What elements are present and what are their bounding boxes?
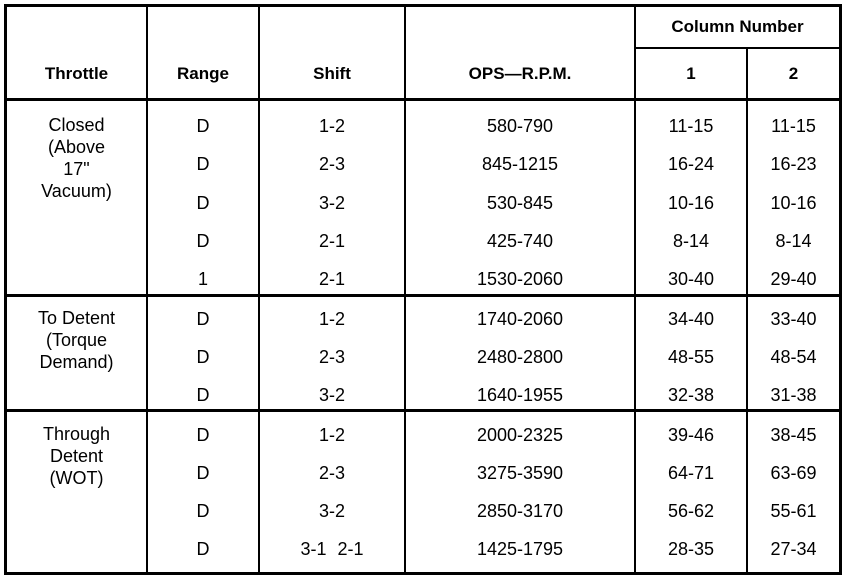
throttle-label-closed: Closed (Above 17" Vacuum) [41,115,112,201]
divider-group-3 [4,409,842,412]
shift-speed-table: Throttle Range Shift OPS—R.P.M. Column Number 1 2 Closed (Above 17" Vacuum) D 1-2 580-790 11-15 11-15 D 2-3 845-1215 16-24 16-23 D 3-2 530-845 10-16 10-16 D 2-1 425-740 8-14 8-14 1 2-1 1530-2060 30-40 29-40 To Detent (Torque Demand) D 1-2 1740-2060 34-40 33-40 D 2-3 2480-2800 48-55 48-54 D 3-2 1640-1955 32-38 31-38 Through Detent (WOT) D 1-2 2000-2325 39-46 38-45 D 2-3 3275-3590 64-71 63-69 D 3-2 2850-3170 56-62 55-61 D 3-1 2-1 1425-1795 28-35 27-34 [0,0,864,578]
divider-header [4,98,842,101]
throttle-label-through-detent: Through Detent (WOT) [42,424,111,488]
header-col-2: 2 [788,63,799,83]
header-column-number: Column Number [671,17,804,36]
table-border-right [839,4,842,575]
header-ops-rpm: OPS—R.P.M. [468,63,572,83]
header-col-1: 1 [686,63,696,83]
header-throttle: Throttle [44,63,109,83]
divider-group-2 [4,294,842,297]
table-border-bottom [4,572,842,575]
throttle-label-to-detent: To Detent (Torque Demand) [37,308,116,372]
header-range: Range [177,63,229,83]
header-shift: Shift [313,63,351,83]
